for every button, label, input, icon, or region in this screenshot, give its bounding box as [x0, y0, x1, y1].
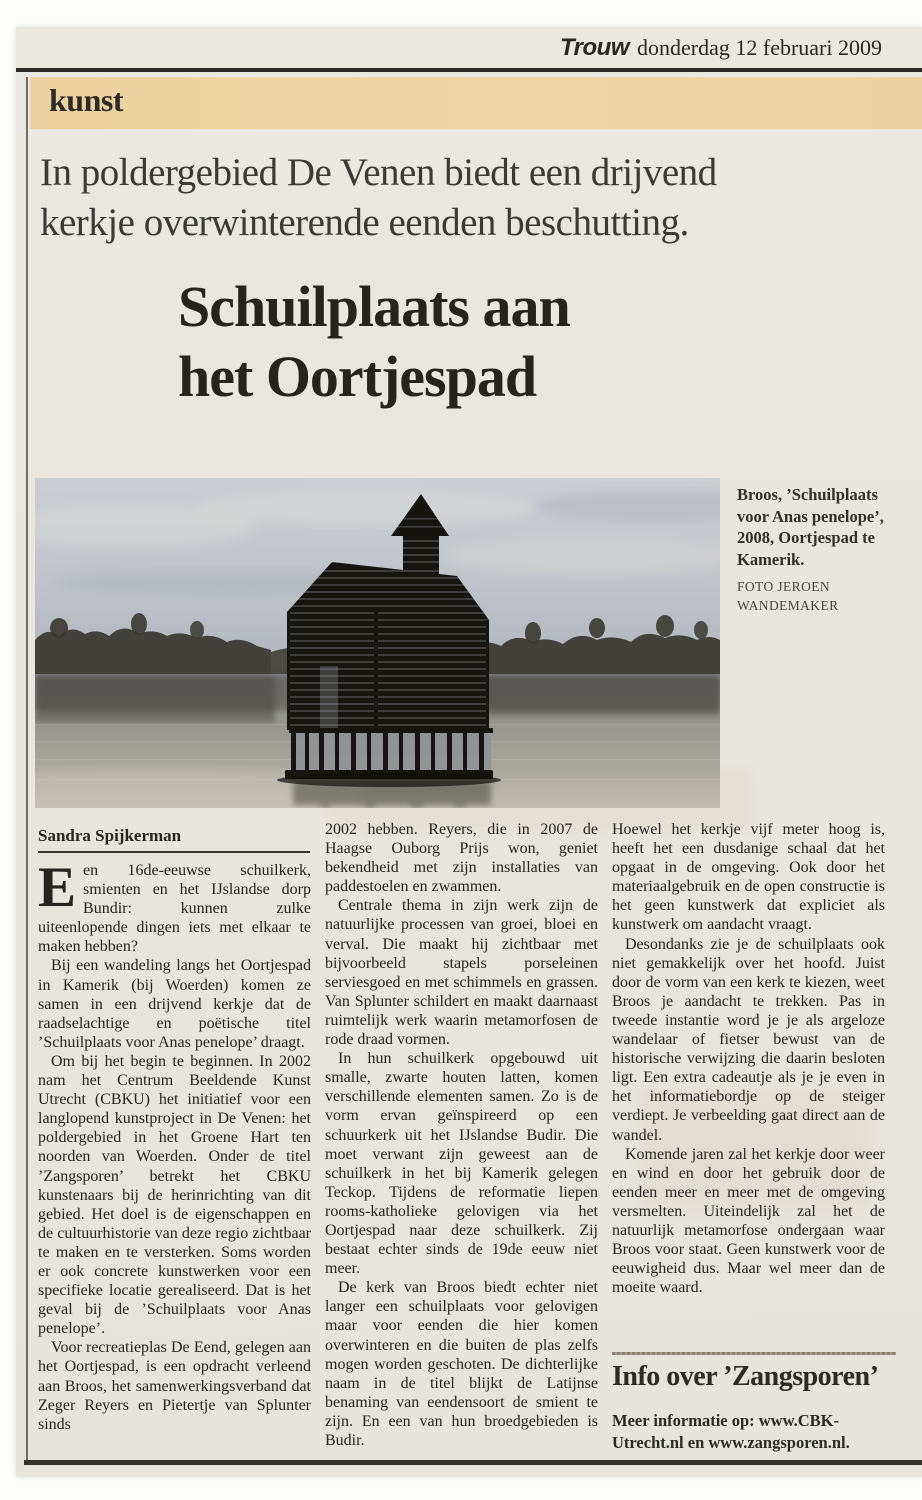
article-photo [35, 478, 720, 808]
bottom-rule [24, 1460, 922, 1465]
intro-line: kerkje overwinterende eenden beschutting. [40, 201, 689, 244]
paragraph: Desondanks zie je de schuilplaats ook niet gemakkelijk over het hoofd. Juist door de vorm van een kerk te kiezen, weet Broos je aandacht te trekken. Pas in tweede instantie word je je als argeloze wandelaar of fietser bewust van de historische verwijzing die daarin besloten ligt. Een extra cadeautje als je je even in het informatiebordje op de steiger verdiept. Je verbeelding gaat direct aan de wandel. [612, 935, 885, 1144]
paragraph: Voor recreatieplas De Eend, gelegen aan het Oortjespad, is een opdracht verleend aan Broos, het samenwerkingsverband dat Zeger Reyers en Pietertje van Splunter sinds [38, 1339, 311, 1433]
article-column-3 [612, 820, 885, 1347]
article-column-2 [325, 820, 598, 1457]
article-column-1 [38, 861, 311, 1457]
paragraph [38, 861, 311, 956]
title-line: het Oortjespad [178, 344, 537, 409]
photo-caption [737, 484, 907, 615]
paragraph: Komende jaren zal het kerkje door weer en wind en door het gebruik door de eenden meer en meer met de omgeving versmelten. Uiteindelijk zal het de natuurlijk metamorfose ondergaan waar Broos voor staat. Geen kunstwerk voor de eeuwigheid dus. Maar wel meer dan de moeite waard. [612, 1145, 885, 1297]
infobox-heading: Info over ’Zangsporen’ [612, 1361, 879, 1392]
paragraph: 2002 hebben. Reyers, die in 2007 de Haagse Ouborg Prijs won, geniet bekendheid met zijn installaties van paddestoelen en zwammen. [325, 821, 598, 896]
paragraph: Bij een wandeling langs het Oortjespad in Kamerik (bij Woerden) komen ze samen in een drijvend kerkje dat de raadselachtige en poëtische titel ’Schuilplaats voor Anas penelope’ draagt. [38, 957, 311, 1051]
paragraph-text: en 16de-eeuwse schuilkerk, smienten en het IJslandse dorp Bundir: kunnen zulke uiteenlopende dingen iets met elkaar te maken hebben? [38, 862, 311, 956]
infobox-body: Meer informatie op: www.CBK-Utrecht.nl en www.zangsporen.nl. [612, 1411, 850, 1452]
paper-name: Trouw [559, 34, 630, 61]
paragraph: In hun schuilkerk opgebouwd uit smalle, zwarte houten latten, komen verschillende elementen samen. Zo is de vorm ervan geïnspireerd op een schuurkerk uit het IJslandse Budir. Die moet verwant zijn geweest aan de schuilkerk in het bij Kamerik gelegen Teckop. Tijdens de reformatie liepen rooms-katholieke gelovigen via het Oortjespad naar deze schuilkerk. Zij bestaat echter sinds de 19de eeuw niet meer. [325, 1050, 598, 1278]
article-title [178, 272, 798, 412]
section-bar [30, 77, 922, 129]
photo-credit: FOTO JEROEN WANDEMAKER [737, 579, 839, 613]
dropcap: E [38, 861, 77, 919]
byline: Sandra Spijkerman [38, 826, 310, 853]
left-margin-rule [26, 77, 28, 1461]
top-rule [16, 68, 922, 72]
intro-headline [40, 148, 900, 248]
section-label: kunst [49, 82, 123, 118]
paragraph: Centrale thema in zijn werk zijn de natuurlijke processen van groei, bloei en verval. Die maakt hij zichtbaar met bijvoorbeeld stapels porseleinen serviesgoed en met schimmels en grassen. Van Splunter schildert en maakt daarnaast ruimtelijk werk waarin metamorfosen de rode draad vormen. [325, 897, 598, 1049]
caption-text: Broos, ’Schuilplaats voor Anas penelope’, 2008, Oortjespad te Kamerik. [737, 485, 884, 569]
title-line: Schuilplaats aan [178, 274, 570, 339]
masthead [482, 34, 882, 62]
infobox-rule [612, 1352, 896, 1355]
paragraph: Hoewel het kerkje vijf meter hoog is, heeft het een dusdanige schaal dat het opgaat in de omgeving. Ook door het materiaalgebruik en de open constructie is het geen kunstwerk dat expliciet als kunstwerk om aandacht vraagt. [612, 821, 885, 934]
paragraph: Om bij het begin te beginnen. In 2002 nam het Centrum Beeldende Kunst Utrecht (CBKU) het initiatief voor een langlopend kunstproject in De Venen: het poldergebied in het Groene Hart ten noorden van Woerden. Onder de titel ’Zangsporen’ betrekt het CBKU kunstenaars bij de herinrichting van dit gebied. Het doel is de eigenschappen en de cultuurhistorie van deze regio zichtbaar te maken en te versterken. Soms worden er ook concrete kunstwerken voor een specifieke locatie gerealiseerd. Dat is het geval bij de ’Schuilplaats voor Anas penelope’. [38, 1052, 311, 1338]
intro-line: In poldergebied De Venen biedt een drijvend [40, 151, 717, 194]
issue-date: donderdag 12 februari 2009 [637, 35, 882, 60]
paragraph: De kerk van Broos biedt echter niet langer een schuilplaats voor gelovigen maar voor eenden die hier komen overwinteren en die buiten de plas zelfs mogen worden geschoten. De dichterlijke naam in de titel blijkt de Latijnse benaming van eendensoort de smient te zijn. En een van hun broedgebieden is Budir. [325, 1279, 598, 1449]
